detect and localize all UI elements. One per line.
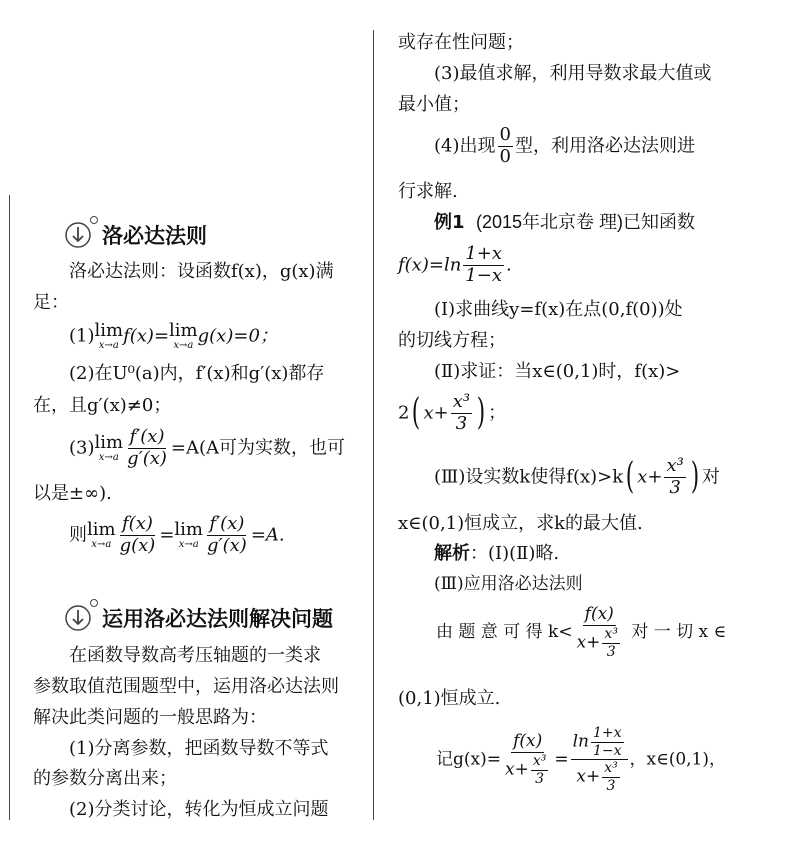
- application-line-1: 在函数导数高考压轴题的一类求: [69, 645, 321, 666]
- application-line-3: 解决此类问题的一般思路为：: [33, 707, 267, 728]
- condition-2-cont: 在，且g′(x)≠0；: [33, 395, 172, 416]
- column-divider: [373, 30, 374, 820]
- solution-part-3: (Ⅲ)应用洛必达法则: [434, 574, 583, 594]
- k-inequality: 由 题 意 可 得 k< f(x) x+ $\frac{\text{x³}}{3}$ 对 一 切 x ∈: [436, 604, 727, 660]
- right-line-2: (3)最值求解，利用导数求最大值或: [434, 63, 712, 84]
- condition-2: (2)在U⁰(a)内，f′(x)和g′(x)都存: [69, 363, 325, 384]
- question-1-cont: 的切线方程；: [398, 330, 506, 351]
- right-line-5: 行求解.: [398, 181, 458, 202]
- conclusion-formula: 则 lim x→a $\frac{f(x)}{g(x)}$ = lim x→a $\frac{f'(x)}{g'(x)}$ =A.: [69, 513, 285, 556]
- question-3: (Ⅲ)设实数k使得f(x)>k( x+ $\frac{\text{x³}}{3}$ ) 对: [434, 455, 720, 498]
- left-margin-rule: [9, 195, 10, 820]
- section-arrow-icon: [64, 598, 100, 632]
- solution-heading: 解析：(Ⅰ)(Ⅱ)略.: [434, 543, 560, 564]
- question-1: (Ⅰ)求曲线y=f(x)在点(0,f(0))处: [434, 299, 683, 320]
- k-inequality-cont: (0,1)恒成立.: [398, 688, 501, 709]
- g-definition: 记g(x)= f(x) x+ $\frac{\text{x³}}{3}$ = ln $\frac{1+x}{1-x}$ x+ $\frac{\text{x³}}{3}$ ，x∈(0,1)，: [436, 725, 727, 795]
- right-line-1: 或存在性问题；: [398, 32, 524, 53]
- example-heading: 例1 (2015年北京卷 理)已知函数: [434, 212, 696, 233]
- condition-3: (3) lim x→a $\frac{f'(x)}{g'(x)}$ =A(A可为实数，也可: [69, 426, 346, 469]
- definition-line-2: 足：: [33, 292, 69, 313]
- question-2-cont: 2( x+ $\frac{\text{x³}}{3}$ ) ；: [398, 391, 507, 434]
- definition-line-1: 洛必达法则：设函数f(x)，g(x)满: [69, 261, 334, 282]
- condition-3-cont: 以是±∞).: [33, 483, 112, 504]
- section-arrow-icon: [64, 215, 100, 249]
- question-2: (Ⅱ)求证：当x∈(0,1)时，f(x)>: [434, 361, 681, 382]
- right-line-3: 最小值；: [398, 94, 470, 115]
- application-line-4: (1)分离参数，把函数导数不等式: [69, 738, 329, 759]
- application-line-5: 的参数分离出来；: [33, 768, 177, 789]
- right-line-4: (4)出现 $\frac{0}{0}$ 型，利用洛必达法则进: [434, 124, 695, 167]
- section-title-application: 运用洛必达法则解决问题: [102, 607, 333, 631]
- condition-1: (1) lim x→a f(x)= lim x→a g(x)=0；: [69, 320, 278, 351]
- application-line-2: 参数取值范围题型中，运用洛必达法则: [33, 676, 339, 697]
- section-title-lhopital: 洛必达法则: [102, 224, 207, 248]
- question-3-cont: x∈(0,1)恒成立，求k的最大值.: [398, 513, 643, 534]
- example-function: f(x)=ln $\frac{1+x}{1-x}$ .: [398, 243, 512, 286]
- application-line-6: (2)分类讨论，转化为恒成立问题: [69, 799, 329, 820]
